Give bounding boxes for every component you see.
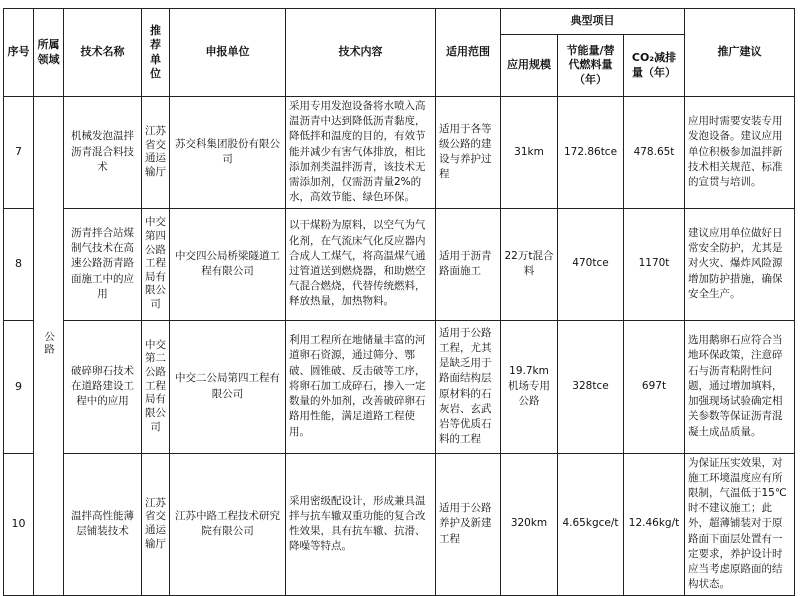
recommender: 中交第二公路工程局有限公司 [142,320,170,453]
tech-content: 利用工程所在地储量丰富的河道卵石资源，通过筛分、鄂破、圆锥破、反击破等工序，将卵石加工成碎石，掺入一定数量的外加剂，改善破碎卵石路用性能，满足道路工程使用。 [286,320,436,453]
header-applicant: 申报单位 [170,9,286,97]
header-recommender: 推荐单位 [142,9,170,97]
table-row [4,208,795,320]
promotion-advice: 建议应用单位做好日常安全防护，尤其是对火灾、爆炸风险源增加防护措施，确保安全生产。 [685,208,795,320]
tech-content: 以干煤粉为原料，以空气为气化剂，在气流床气化反应器内合成人工煤气，将高温煤气通过管道送到燃烧器，和助燃空气混合燃烧，代替传统燃料，释放热量，加热物料。 [286,208,436,320]
applicant: 中交四公局桥梁隧道工程有限公司 [170,208,286,320]
field-cell [34,97,64,596]
energy-saving: 172.86tce [558,97,624,209]
header-seq: 序号 [4,9,34,97]
co2-reduction: 478.65t [624,97,685,209]
technology-table [3,8,795,596]
scope: 适用于公路养护及新建工程 [436,453,501,595]
co2-reduction: 12.46kg/t [624,453,685,595]
table-row [4,320,795,453]
promotion-advice: 选用鹅卵石应符合当地环保政策，注意碎石与沥青粘附性问题，通过增加填料，加强现场试验确定相关参数等保证沥青混凝土成品质量。 [685,320,795,453]
tech-name: 破碎卵石技术在道路建设工程中的应用 [64,320,142,453]
energy-saving: 4.65kgce/t [558,453,624,595]
tech-name: 沥青拌合站煤制气技术在高速公路沥青路面施工中的应用 [64,208,142,320]
row-seq: 8 [4,208,34,320]
promotion-advice: 为保证压实效果，对施工环境温度应有所限制，气温低于15℃时不建议施工；此外，超薄铺装对于原路面下面层处置有一定要求，养护设计时应当考虑原路面的结构状态。 [685,453,795,595]
row-seq: 9 [4,320,34,453]
header-scale: 应用规模 [501,35,558,97]
tech-name: 机械发泡温拌沥青混合料技术 [64,97,142,209]
scope: 适用于各等级公路的建设与养护过程 [436,97,501,209]
table-row [4,97,795,209]
table-row [4,453,795,595]
header-typical-project: 典型项目 [501,9,685,35]
scope: 适用于公路工程，尤其是缺乏用于路面结构层原材料的石灰岩、玄武岩等优质石料的工程 [436,320,501,453]
co2-reduction: 697t [624,320,685,453]
recommender: 江苏省交通运输厅 [142,453,170,595]
app-scale: 22万t混合料 [501,208,558,320]
energy-saving: 328tce [558,320,624,453]
field-value: 公路 [43,330,56,356]
header-tech-name: 技术名称 [64,9,142,97]
row-seq: 7 [4,97,34,209]
recommender: 中交第四公路工程局有限公司 [142,208,170,320]
header-co2: CO₂减排量（年） [624,35,685,97]
header-scope: 适用范围 [436,9,501,97]
header-advice: 推广建议 [685,9,795,97]
app-scale: 31km [501,97,558,209]
applicant: 中交二公局第四工程有限公司 [170,320,286,453]
tech-name: 温拌高性能薄层铺装技术 [64,453,142,595]
recommender: 江苏省交通运输厅 [142,97,170,209]
header-content: 技术内容 [286,9,436,97]
app-scale: 320km [501,453,558,595]
co2-reduction: 1170t [624,208,685,320]
row-seq: 10 [4,453,34,595]
promotion-advice: 应用时需要安装专用发泡设备。建议应用单位积极参加温拌新技术相关规范、标准的宣贯与培训。 [685,97,795,209]
applicant: 江苏中路工程技术研究院有限公司 [170,453,286,595]
scope: 适用于沥青路面施工 [436,208,501,320]
energy-saving: 470tce [558,208,624,320]
header-energy: 节能量/替代燃料量（年） [558,35,624,97]
app-scale: 19.7km机场专用公路 [501,320,558,453]
header-field: 所属领域 [34,9,64,97]
applicant: 苏交科集团股份有限公司 [170,97,286,209]
tech-content: 采用专用发泡设备将水喷入高温沥青中达到降低沥青黏度，降低拌和温度的目的，有效节能并减少有害气体排放，相比添加剂类温拌沥青，该技术无需添加剂，仅需沥青量2%的水，高效节能、绿色环保。 [286,97,436,209]
tech-content: 采用密级配设计，形成兼具温拌与抗车辙双重功能的复合改性效果，具有抗车辙、抗滑、降噪等特点。 [286,453,436,595]
